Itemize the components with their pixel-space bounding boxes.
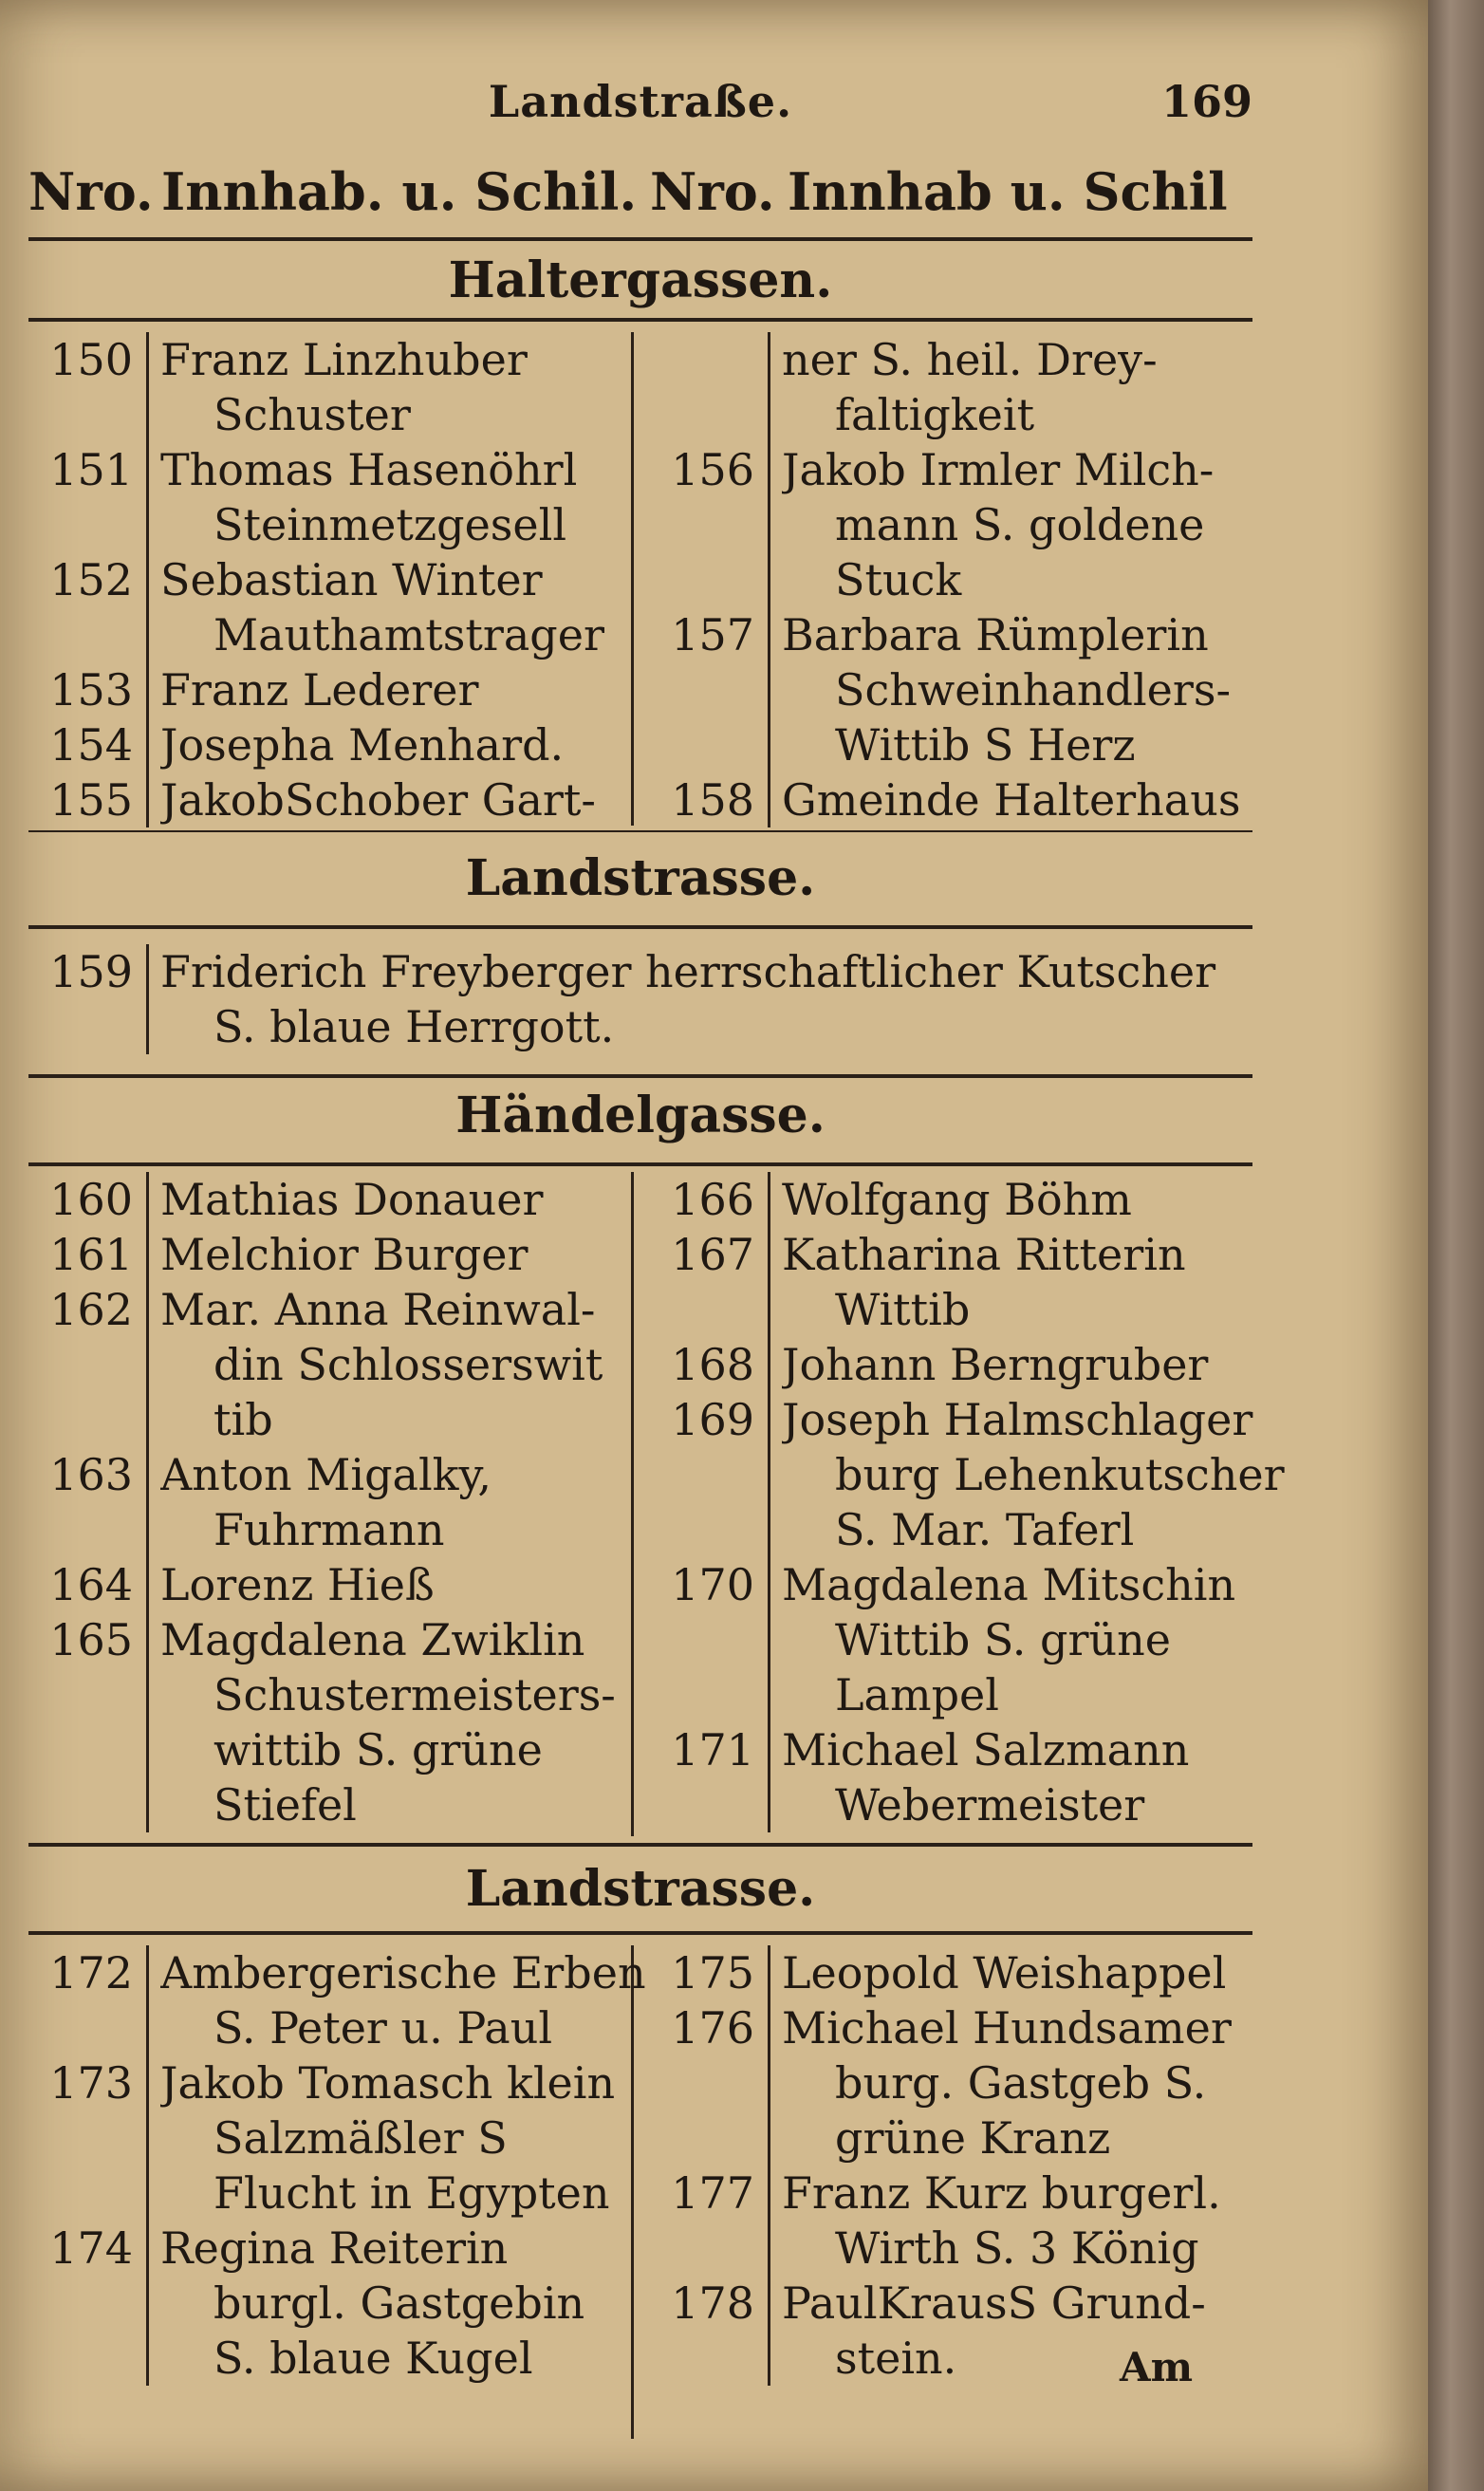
occupant-text	[770, 1227, 1252, 1337]
occupant-line: S. blaue Herrgott.	[213, 1001, 615, 1052]
occupant-line: Stuck	[835, 554, 962, 605]
col-innhab-left: Innhab. u. Schil.	[161, 161, 638, 222]
page-header	[28, 76, 1252, 152]
occupant-line: Jakob Irmler Milch-	[782, 444, 1215, 495]
section-rule	[28, 1074, 1252, 1078]
occupant-text	[149, 1447, 631, 1557]
occupant-line: stein.	[835, 2333, 957, 2384]
occupant-text	[770, 2000, 1252, 2166]
section-block-haltergassen	[28, 332, 1252, 826]
occupant-text	[149, 717, 631, 772]
occupant-line: Webermeister	[835, 1779, 1145, 1831]
occupant-line: faltigkeit	[835, 389, 1035, 440]
occupant-text	[770, 332, 1252, 442]
occupant-line: ner S. heil. Drey-	[782, 334, 1158, 385]
occupant-line: mann S. goldene	[835, 499, 1205, 550]
section-title-landstrasse-2: Landstrasse.	[465, 1860, 816, 1918]
section-rule	[28, 318, 1252, 322]
register-entry	[650, 772, 1252, 827]
house-number: 156	[650, 442, 770, 607]
occupant-text	[149, 442, 631, 552]
catchword: Am	[1120, 2344, 1194, 2390]
house-number: 163	[28, 1447, 149, 1557]
occupant-text	[149, 1945, 646, 2055]
house-number: 172	[28, 1945, 149, 2055]
section-block-haendelgasse	[28, 1172, 1285, 1836]
house-number: 150	[28, 332, 149, 442]
left-column	[28, 1945, 646, 2439]
running-title: Landstraße.	[488, 76, 793, 127]
occupant-text	[770, 1722, 1252, 1832]
occupant-line: wittib S. grüne	[213, 1724, 543, 1775]
register-entry	[28, 2055, 631, 2221]
occupant-text	[149, 1282, 631, 1447]
occupant-line: Stiefel	[213, 1779, 357, 1831]
house-number: 161	[28, 1227, 149, 1282]
house-number: 165	[28, 1612, 149, 1832]
house-number	[650, 332, 770, 442]
occupant-text	[770, 1392, 1285, 1557]
occupant-line: burg. Gastgeb S.	[835, 2057, 1207, 2109]
occupant-line: Lorenz Hieß	[160, 1559, 435, 1610]
occupant-line: Schuster	[213, 389, 411, 440]
register-entry	[650, 2000, 1252, 2166]
occupant-line: Mathias Donauer	[160, 1174, 544, 1225]
occupant-line: Leopold Weishappel	[782, 1947, 1227, 1998]
occupant-line: burg Lehenkutscher	[835, 1449, 1285, 1500]
register-entry	[650, 2166, 1252, 2276]
occupant-text	[770, 1337, 1252, 1392]
occupant-line: grüne Kranz	[835, 2112, 1111, 2164]
occupant-text	[770, 442, 1252, 607]
section-title-landstrasse-1: Landstrasse.	[465, 849, 816, 907]
occupant-line: Wittib S. grüne	[835, 1614, 1171, 1665]
occupant-line: Ambergerische Erben	[160, 1947, 646, 1998]
occupant-line: din Schlosserswit	[213, 1339, 603, 1390]
house-number: 162	[28, 1282, 149, 1447]
register-entry	[28, 1945, 646, 2055]
occupant-text	[149, 2055, 631, 2221]
column-headers	[28, 161, 1252, 241]
occupant-line: Friderich Freyberger herrschaftlicher Kutscher	[160, 946, 1216, 997]
col-nro-left: Nro.	[28, 161, 154, 222]
register-entry	[650, 1945, 1252, 2000]
occupant-line: Wittib S Herz	[835, 719, 1136, 771]
occupant-text	[149, 772, 631, 827]
register-entry	[650, 442, 1252, 607]
register-entry	[650, 1392, 1285, 1557]
occupant-line: Lampel	[835, 1669, 999, 1720]
house-number: 155	[28, 772, 149, 827]
register-entry	[28, 1447, 631, 1557]
occupant-line: Mar. Anna Reinwal-	[160, 1284, 596, 1335]
col-innhab-right: Innhab u. Schil	[788, 161, 1228, 222]
occupant-line: JakobSchober Gart-	[160, 774, 596, 826]
register-entry	[28, 1612, 631, 1832]
left-column	[28, 332, 634, 826]
occupant-line: Fuhrmann	[213, 1504, 445, 1555]
house-number: 166	[650, 1172, 770, 1227]
occupant-line: Flucht in Egypten	[213, 2167, 610, 2219]
house-number: 158	[650, 772, 770, 827]
occupant-line: Mauthamtstrager	[213, 609, 604, 660]
house-number: 153	[28, 662, 149, 717]
register-entry	[650, 1722, 1252, 1832]
house-number: 178	[650, 2276, 770, 2386]
occupant-line: Michael Hundsamer	[782, 2002, 1232, 2054]
occupant-text	[149, 332, 631, 442]
house-number: 167	[650, 1227, 770, 1337]
house-number: 151	[28, 442, 149, 552]
occupant-line: Schustermeisters-	[213, 1669, 616, 1720]
occupant-line: Johann Berngruber	[782, 1339, 1209, 1390]
register-entry	[28, 717, 631, 772]
occupant-line: burgl. Gastgebin	[213, 2277, 585, 2329]
occupant-text	[149, 1172, 631, 1227]
register-entry	[28, 772, 631, 827]
section-block-landstrasse-1	[28, 944, 1252, 1068]
register-entry	[28, 1282, 631, 1447]
occupant-line: Schweinhandlers-	[835, 664, 1232, 716]
col-nro-right: Nro.	[650, 161, 775, 222]
occupant-line: Steinmetzgesell	[213, 499, 567, 550]
register-entry	[28, 1557, 631, 1612]
register-entry	[28, 944, 1252, 1054]
section-rule	[28, 925, 1252, 929]
register-entry	[28, 1172, 631, 1227]
house-number: 152	[28, 552, 149, 662]
occupant-text	[770, 772, 1252, 827]
house-number: 169	[650, 1392, 770, 1557]
occupant-line: Barbara Rümplerin	[782, 609, 1209, 660]
register-entry	[28, 442, 631, 552]
section-rule	[28, 1843, 1252, 1847]
occupant-text	[149, 552, 631, 662]
occupant-line: PaulKrausS Grund-	[782, 2277, 1206, 2329]
house-number: 154	[28, 717, 149, 772]
occupant-text	[149, 944, 1252, 1054]
house-number: 176	[650, 2000, 770, 2166]
occupant-line: Michael Salzmann	[782, 1724, 1190, 1775]
register-entry	[28, 332, 631, 442]
occupant-line: Gmeinde Halterhaus	[782, 774, 1241, 826]
section-block-landstrasse-2	[28, 1945, 1252, 2439]
occupant-text	[770, 1945, 1252, 2000]
occupant-text	[770, 1557, 1252, 1722]
section-rule	[28, 1931, 1252, 1935]
occupant-line: Wirth S. 3 König	[835, 2222, 1199, 2274]
left-column	[28, 1172, 634, 1836]
occupant-line: Jakob Tomasch klein	[160, 2057, 616, 2109]
section-title-haendelgasse: Händelgasse.	[455, 1087, 825, 1144]
register-entry	[650, 1337, 1252, 1392]
occupant-line: Franz Linzhuber	[160, 334, 528, 385]
occupant-line: S. Peter u. Paul	[213, 2002, 553, 2054]
occupant-line: Magdalena Zwiklin	[160, 1614, 585, 1665]
occupant-text	[149, 1227, 631, 1282]
house-number: 171	[650, 1722, 770, 1832]
occupant-line: S. Mar. Taferl	[835, 1504, 1135, 1555]
register-entry	[650, 607, 1252, 772]
right-column	[650, 1172, 1285, 1836]
occupant-text	[149, 2221, 631, 2386]
occupant-line: S. blaue Kugel	[213, 2333, 533, 2384]
occupant-line: Thomas Hasenöhrl	[160, 444, 578, 495]
occupant-text	[149, 1612, 631, 1832]
occupant-line: Melchior Burger	[160, 1229, 529, 1280]
occupant-text	[770, 1172, 1252, 1227]
occupant-line: Anton Migalky,	[160, 1449, 492, 1500]
occupant-line: Katharina Ritterin	[782, 1229, 1186, 1280]
right-column	[650, 332, 1252, 826]
register-entry	[650, 1557, 1252, 1722]
house-number: 173	[28, 2055, 149, 2221]
register-entry	[28, 1227, 631, 1282]
section-rule	[28, 830, 1252, 832]
occupant-line: Franz Lederer	[160, 664, 479, 716]
page-number: 169	[1160, 76, 1252, 127]
section-rule	[28, 1162, 1252, 1166]
register-entry	[28, 552, 631, 662]
house-number: 159	[28, 944, 149, 1054]
occupant-text	[770, 2166, 1252, 2276]
occupant-line: tib	[213, 1394, 273, 1445]
house-number: 174	[28, 2221, 149, 2386]
occupant-text	[149, 1557, 631, 1612]
occupant-line: Joseph Halmschlager	[782, 1394, 1253, 1445]
section-title-haltergassen: Haltergassen.	[448, 251, 833, 309]
house-number: 160	[28, 1172, 149, 1227]
register-entry	[650, 1172, 1252, 1227]
occupant-text	[770, 607, 1252, 772]
house-number: 168	[650, 1337, 770, 1392]
occupant-text	[149, 662, 631, 717]
register-entry	[650, 1227, 1252, 1337]
occupant-line: Salzmäßler S	[213, 2112, 508, 2164]
occupant-line: Regina Reiterin	[160, 2222, 509, 2274]
register-entry	[650, 332, 1252, 442]
book-edge	[1428, 0, 1484, 2491]
occupant-line: Magdalena Mitschin	[782, 1559, 1236, 1610]
occupant-line: Wolfgang Böhm	[782, 1174, 1132, 1225]
register-entry	[28, 2221, 631, 2386]
house-number: 175	[650, 1945, 770, 2000]
house-number: 170	[650, 1557, 770, 1722]
house-number: 157	[650, 607, 770, 772]
register-entry	[28, 662, 631, 717]
occupant-line: Sebastian Winter	[160, 554, 543, 605]
occupant-line: Wittib	[835, 1284, 971, 1335]
occupant-line: Josepha Menhard.	[160, 719, 565, 771]
house-number: 177	[650, 2166, 770, 2276]
occupant-line: Franz Kurz burgerl.	[782, 2167, 1221, 2219]
house-number: 164	[28, 1557, 149, 1612]
